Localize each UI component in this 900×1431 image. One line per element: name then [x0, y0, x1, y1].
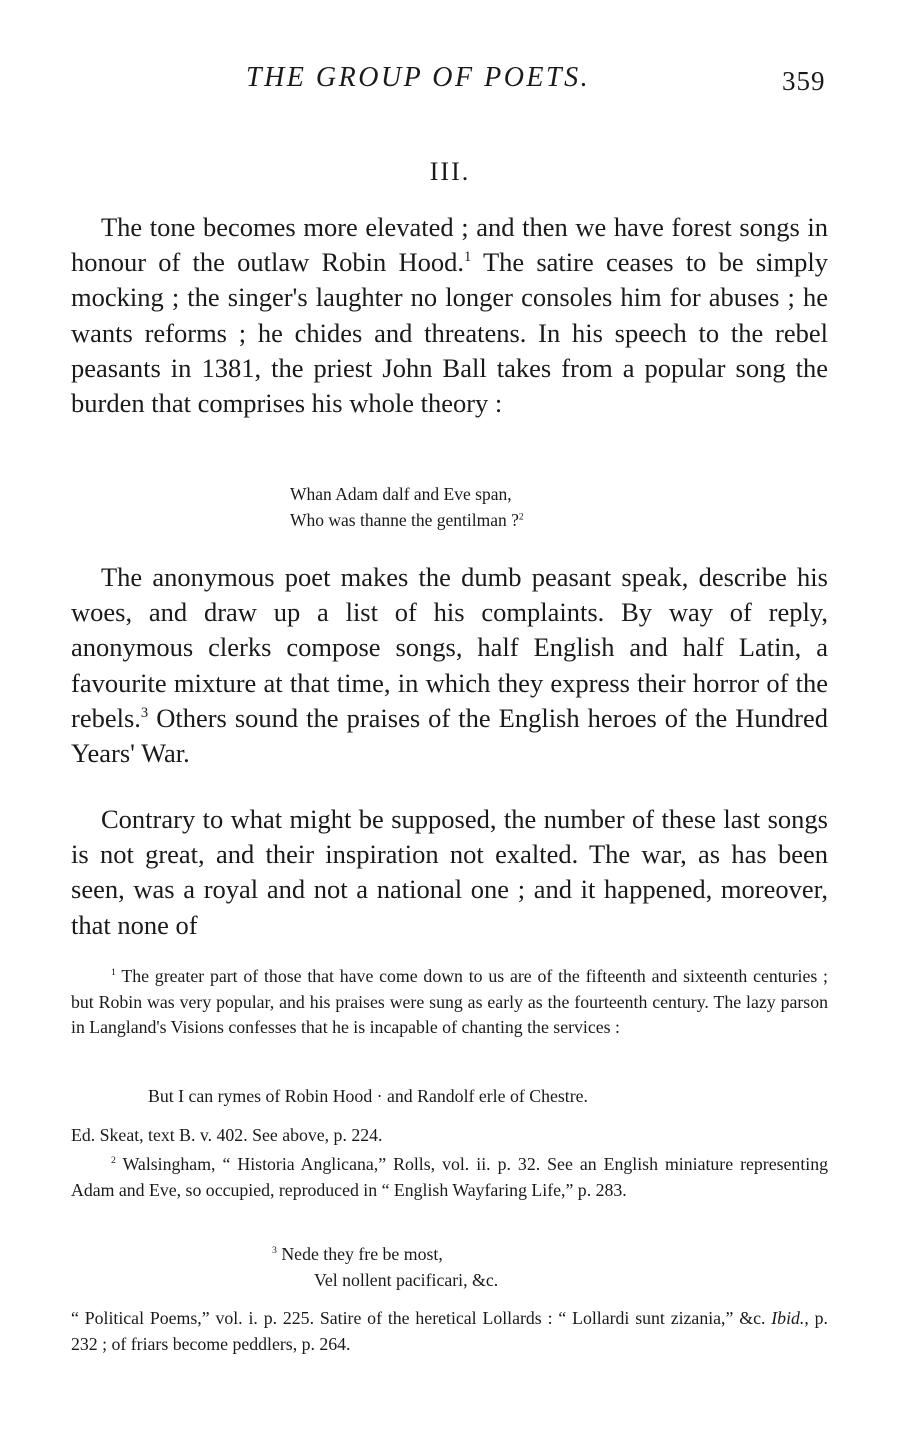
paragraph-3: Contrary to what might be supposed, the number of these last songs is not great, and their inspiration not exalted. The war, as has been seen, was a royal and not a national one ; and it happened, moreover, that none of	[71, 804, 828, 940]
running-header	[0, 62, 900, 102]
page-number: 359	[782, 66, 826, 96]
paragraph-2-text-a: The anonymous poet makes the dumb peasant speak, describe his woes, and draw up a list of his complaints. By way of reply, anonymous clerks compose songs, half English and half Latin, a favourite mixture at that time, in which they express their horror of the rebels.	[71, 562, 828, 733]
footnote-3-verse	[272, 1241, 498, 1293]
footnote-1-text: The greater part of those that have come down to us are of the fifteenth and sixteenth centuries ; but Robin was very popular, and his praises were sung as early as the fourteenth century. The lazy parson in Langland's Visions confesses that he is incapable of chanting the services :	[71, 966, 828, 1037]
footnote-2-mark: 2	[111, 1155, 116, 1167]
footnote-ref-1: 1	[463, 249, 472, 266]
footnote-3-ibid: Ibid.	[771, 1308, 805, 1328]
footnote-3-verse-line-2: Vel nollent pacificari, &c.	[314, 1270, 499, 1290]
footnote-1-mark: 1	[111, 967, 116, 979]
footnote-3-citation	[71, 1306, 828, 1357]
footnote-3-citation-a: “ Political Poems,” vol. i. p. 225. Satire of the heretical Lollards : “ Lollardi sunt zizania,” &c.	[71, 1308, 772, 1328]
footnote-1	[71, 964, 828, 1041]
footnote-1-quote: But I can rymes of Robin Hood · and Randolf erle of Chestre.	[148, 1086, 588, 1106]
verse-line-2-text: Who was thanne the gentilman ?	[290, 510, 519, 530]
running-title: THE GROUP OF POETS.	[246, 62, 591, 93]
footnote-3-verse-line-1	[272, 1241, 498, 1267]
verse-line-2	[290, 507, 524, 533]
paragraph-1-text-b: The satire ceases to be simply mocking ; the singer's laughter no longer consoles him for abuses ; he wants reforms ; he chides and threatens. In his speech to the rebel peasants in 1381, the priest John Ball takes from a popular song the burden that comprises his whole theory :	[71, 247, 828, 419]
footnote-ref-3: 3	[140, 704, 149, 721]
footnote-2	[71, 1152, 828, 1203]
paragraph-2	[71, 560, 828, 771]
section-number: III.	[429, 157, 471, 186]
footnote-ref-2: 2	[518, 511, 524, 523]
footnote-3-citation-b: , p. 232 ; of friars become peddlers, p. 264.	[71, 1308, 828, 1354]
paragraph-1-text-a: The tone becomes more elevated ; and then we have forest songs in honour of the outlaw Robin Hood.	[71, 212, 828, 278]
footnote-1-citation: Ed. Skeat, text B. v. 402. See above, p. 224.	[71, 1125, 383, 1145]
verse-quote	[290, 481, 524, 533]
footnote-3-verse-line-1-text: Nede they fre be most,	[276, 1244, 443, 1264]
verse-line-1: Whan Adam dalf and Eve span,	[290, 484, 512, 504]
footnote-2-text: Walsingham, “ Historia Anglicana,” Rolls, vol. ii. p. 32. See an English miniature representing Adam and Eve, so occupied, reproduced in “ English Wayfaring Life,” p. 283.	[71, 1154, 828, 1200]
paragraph-2-text-b: Others sound the praises of the English heroes of the Hundred Years' War.	[71, 702, 828, 769]
paragraph-1	[71, 210, 828, 421]
footnote-3-mark: 3	[272, 1245, 277, 1257]
